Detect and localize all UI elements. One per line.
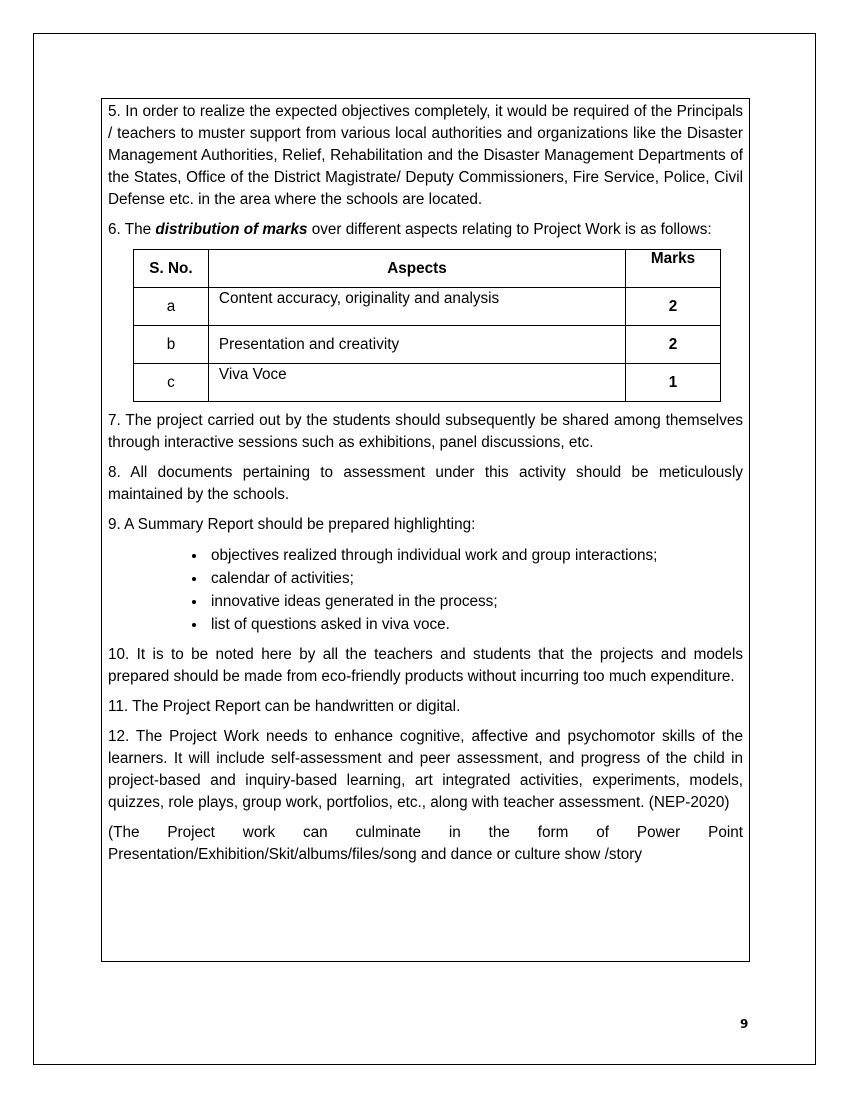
table-row: [134, 288, 721, 326]
row-marks: 2: [626, 326, 721, 364]
marks-distribution-table: [133, 249, 721, 402]
row-marks: 1: [626, 364, 721, 402]
paragraph-11: 11. The Project Report can be handwritten or digital.: [108, 698, 461, 715]
row-aspect: Viva Voce: [208, 364, 625, 402]
paragraph-13: (The Project work can culminate in the form of Power Point Presentation/Exhibition/Skit/albums/files/song and dance or culture show /story: [108, 824, 743, 863]
paragraph-10: 10. It is to be noted here by all the teachers and students that the projects and models prepared should be made from eco-friendly products without incurring too much expenditure.: [108, 646, 743, 685]
content-box: [101, 98, 750, 962]
paragraph-6: [108, 219, 743, 241]
paragraph-6-emphasis: distribution of marks: [155, 221, 308, 238]
row-aspect: Content accuracy, originality and analysis: [208, 288, 625, 326]
paragraph-7: 7. The project carried out by the students should subsequently be shared among themselves through interactive sessions such as exhibitions, panel discussions, etc.: [108, 412, 743, 451]
row-sno: c: [134, 364, 209, 402]
row-aspect: Presentation and creativity: [208, 326, 625, 364]
page-number: 9: [740, 1017, 749, 1031]
header-aspects: Aspects: [208, 250, 625, 288]
paragraph-12: 12. The Project Work needs to enhance cognitive, affective and psychomotor skills of the learners. It will include self-assessment and peer assessment, and progress of the child in project-based and inquiry-based learning, art integrated activities, experiments, models, quizzes, role plays, group work, portfolios, etc., along with teacher assessment. (NEP-2020): [108, 728, 743, 811]
table-header-row: [134, 250, 721, 288]
paragraph-6-prefix: 6. The: [108, 221, 156, 238]
paragraph-9: 9. A Summary Report should be prepared highlighting:: [108, 516, 476, 533]
paragraph-6-suffix: over different aspects relating to Project Work is as follows:: [307, 221, 712, 238]
table-row: [134, 364, 721, 402]
paragraph-5: 5. In order to realize the expected objectives completely, it would be required of the Principals / teachers to muster support from various local authorities and organizations like the Disaster Management Authorities, Relief, Rehabilitation and the Disaster Management Departments of the States, Office of the District Magistrate/ Deputy Commissioners, Fire Service, Police, Civil Defense etc. in the area where the schools are located.: [108, 103, 743, 208]
list-item: • calendar of activities;: [207, 567, 743, 590]
row-sno: b: [134, 326, 209, 364]
table-row: [134, 326, 721, 364]
list-item: • objectives realized through individual work and group interactions;: [207, 544, 743, 567]
paragraph-8: 8. All documents pertaining to assessment under this activity should be meticulously maintained by the schools.: [108, 464, 743, 503]
list-item: • innovative ideas generated in the process;: [207, 590, 743, 613]
list-item: • list of questions asked in viva voce.: [207, 613, 743, 636]
row-sno: a: [134, 288, 209, 326]
header-marks: Marks: [626, 250, 721, 288]
header-sno: S. No.: [134, 250, 209, 288]
summary-bullet-list: [108, 544, 743, 636]
row-marks: 2: [626, 288, 721, 326]
